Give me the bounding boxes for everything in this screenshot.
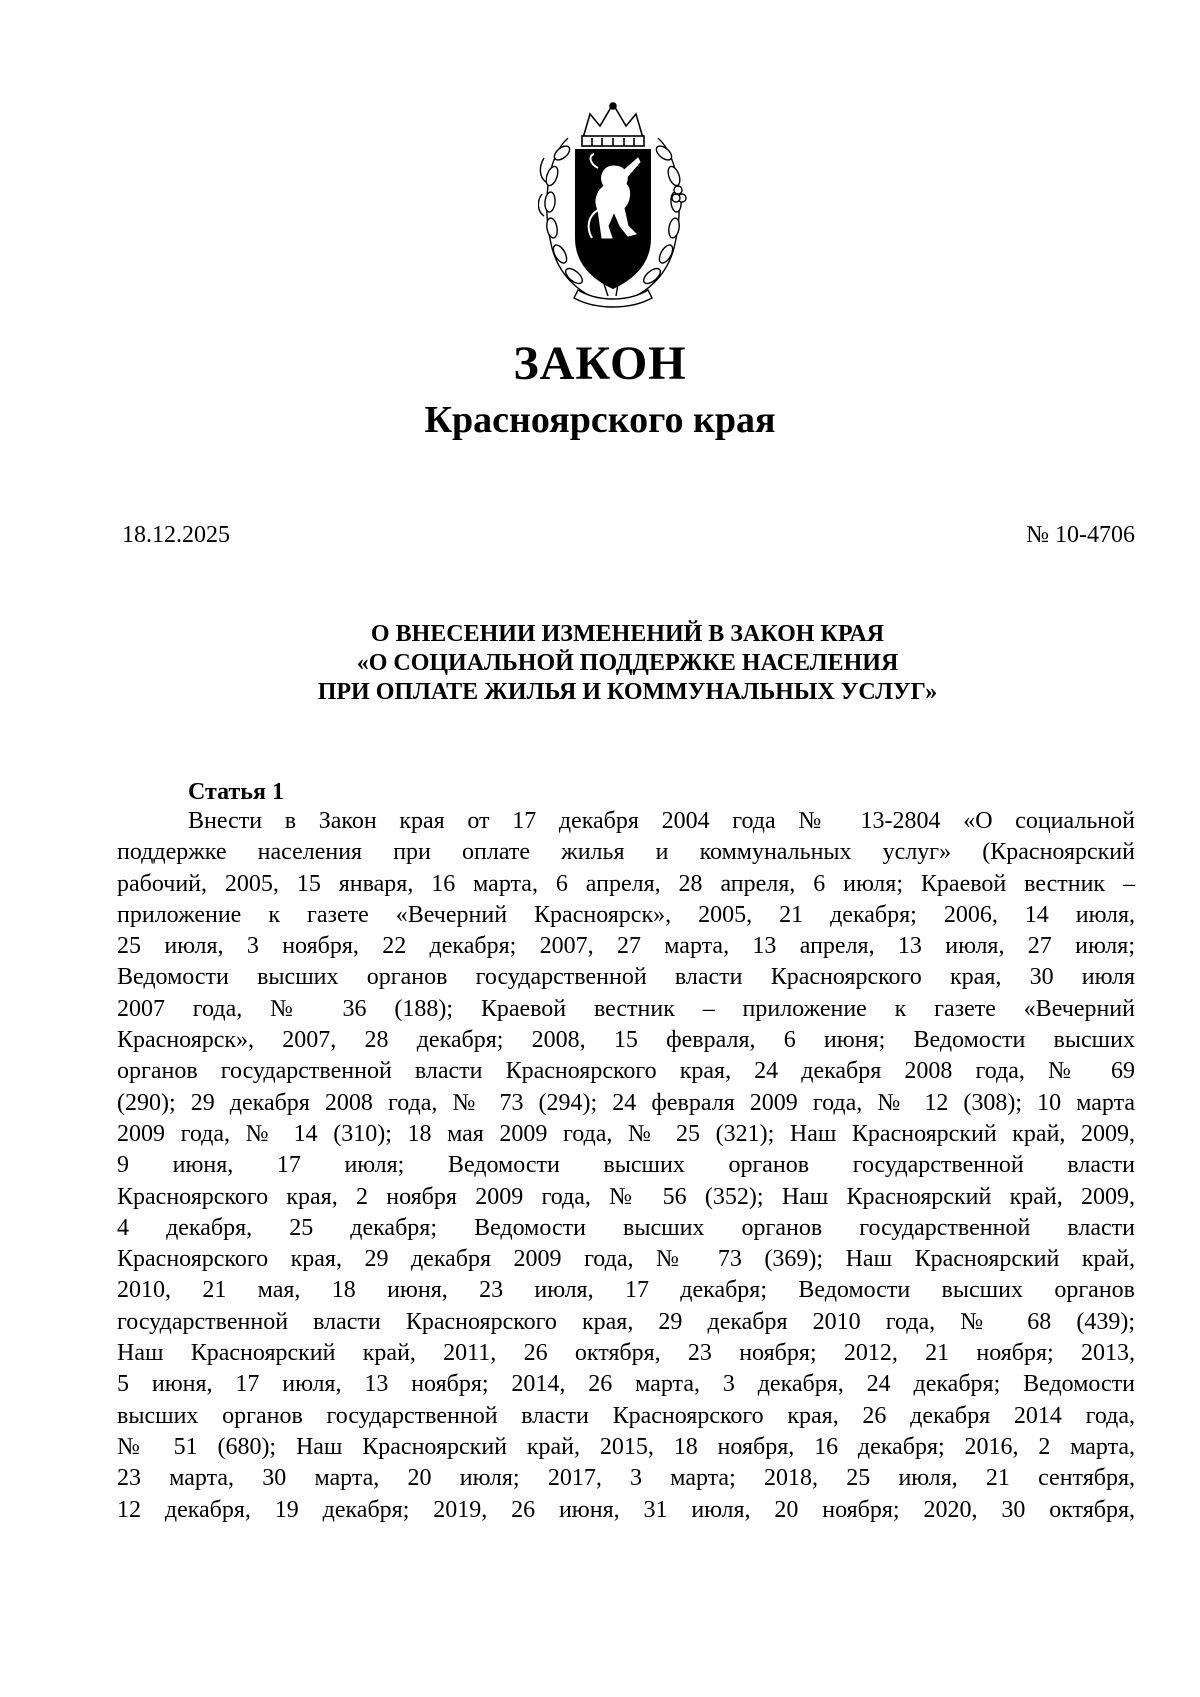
article-title: Статья 1 (188, 779, 284, 805)
body-line: Красноярского края, 29 декабря 2009 года, № 73 (369); Наш Красноярский край, (117, 1246, 1135, 1273)
body-line: государственной власти Красноярского края, 29 декабря 2010 года, № 68 (439); (117, 1308, 1135, 1335)
body-line: Внести в Закон края от 17 декабря 2004 года № 13-2804 «О социальной (188, 808, 1135, 834)
body-line: № 51 (680); Наш Красноярский край, 2015, 18 ноября, 16 декабря; 2016, 2 марта, (117, 1433, 1135, 1460)
body-line: 4 декабря, 25 декабря; Ведомости высших органов государственной власти (117, 1214, 1135, 1241)
heading-line: ПРИ ОПЛАТЕ ЖИЛЬЯ И КОММУНАЛЬНЫХ УСЛУГ» (317, 679, 938, 705)
body-line: Красноярск», 2007, 28 декабря; 2008, 15 февраля, 6 июня; Ведомости высших (117, 1027, 1135, 1054)
law-title: ЗАКОН (513, 337, 687, 390)
heading-line: «О СОЦИАЛЬНОЙ ПОДДЕРЖКЕ НАСЕЛЕНИЯ (356, 650, 899, 676)
article-body (117, 806, 1135, 1526)
body-line: высших органов государственной власти Красноярского края, 26 декабря 2014 года, (117, 1402, 1135, 1429)
body-line: 2007 года, № 36 (188); Краевой вестник – приложение к газете «Вечерний (117, 995, 1135, 1022)
body-line: 2010, 21 мая, 18 июня, 23 июля, 17 декабря; Ведомости высших органов (117, 1277, 1135, 1304)
body-line: 5 июня, 17 июля, 13 ноября; 2014, 26 марта, 3 декабря, 24 декабря; Ведомости (117, 1371, 1135, 1398)
body-line: 9 июня, 17 июля; Ведомости высших органов государственной власти (117, 1152, 1135, 1179)
law-heading (120, 620, 1135, 707)
law-number: № 10-4706 (1026, 522, 1135, 548)
heading-line: О ВНЕСЕНИИ ИЗМЕНЕНИЙ В ЗАКОН КРАЯ (370, 621, 885, 647)
body-line: 25 июля, 3 ноября, 22 декабря; 2007, 27 марта, 13 апреля, 13 июля, 27 июля; (117, 933, 1135, 960)
coat-of-arms-icon (538, 98, 688, 310)
body-line: Ведомости высших органов государственной власти Красноярского края, 30 июля (117, 964, 1135, 991)
body-line: 23 марта, 30 марта, 20 июля; 2017, 3 марта; 2018, 25 июля, 21 сентября, (117, 1465, 1135, 1492)
body-line: Красноярского края, 2 ноября 2009 года, № 56 (352); Наш Красноярский край, 2009, (117, 1183, 1135, 1210)
body-line: 2009 года, № 14 (310); 18 мая 2009 года, № 25 (321); Наш Красноярский край, 2009, (117, 1120, 1135, 1147)
body-line: приложение к газете «Вечерний Красноярск», 2005, 21 декабря; 2006, 14 июля, (117, 901, 1135, 928)
region-title: Красноярского края (424, 399, 776, 441)
law-date: 18.12.2025 (122, 522, 230, 548)
body-line: поддержке населения при оплате жилья и коммунальных услуг» (Красноярский (117, 839, 1135, 866)
body-line: рабочий, 2005, 15 января, 16 марта, 6 апреля, 28 апреля, 6 июля; Краевой вестник – (117, 870, 1135, 897)
body-line: 12 декабря, 19 декабря; 2019, 26 июня, 31 июля, 20 ноября; 2020, 30 октября, (117, 1496, 1135, 1523)
body-line: органов государственной власти Красноярского края, 24 декабря 2008 года, № 69 (117, 1058, 1135, 1085)
body-line: (290); 29 декабря 2008 года, № 73 (294); 24 февраля 2009 года, № 12 (308); 10 марта (117, 1089, 1135, 1116)
body-line: Наш Красноярский край, 2011, 26 октября, 23 ноября; 2012, 21 ноября; 2013, (117, 1340, 1135, 1367)
